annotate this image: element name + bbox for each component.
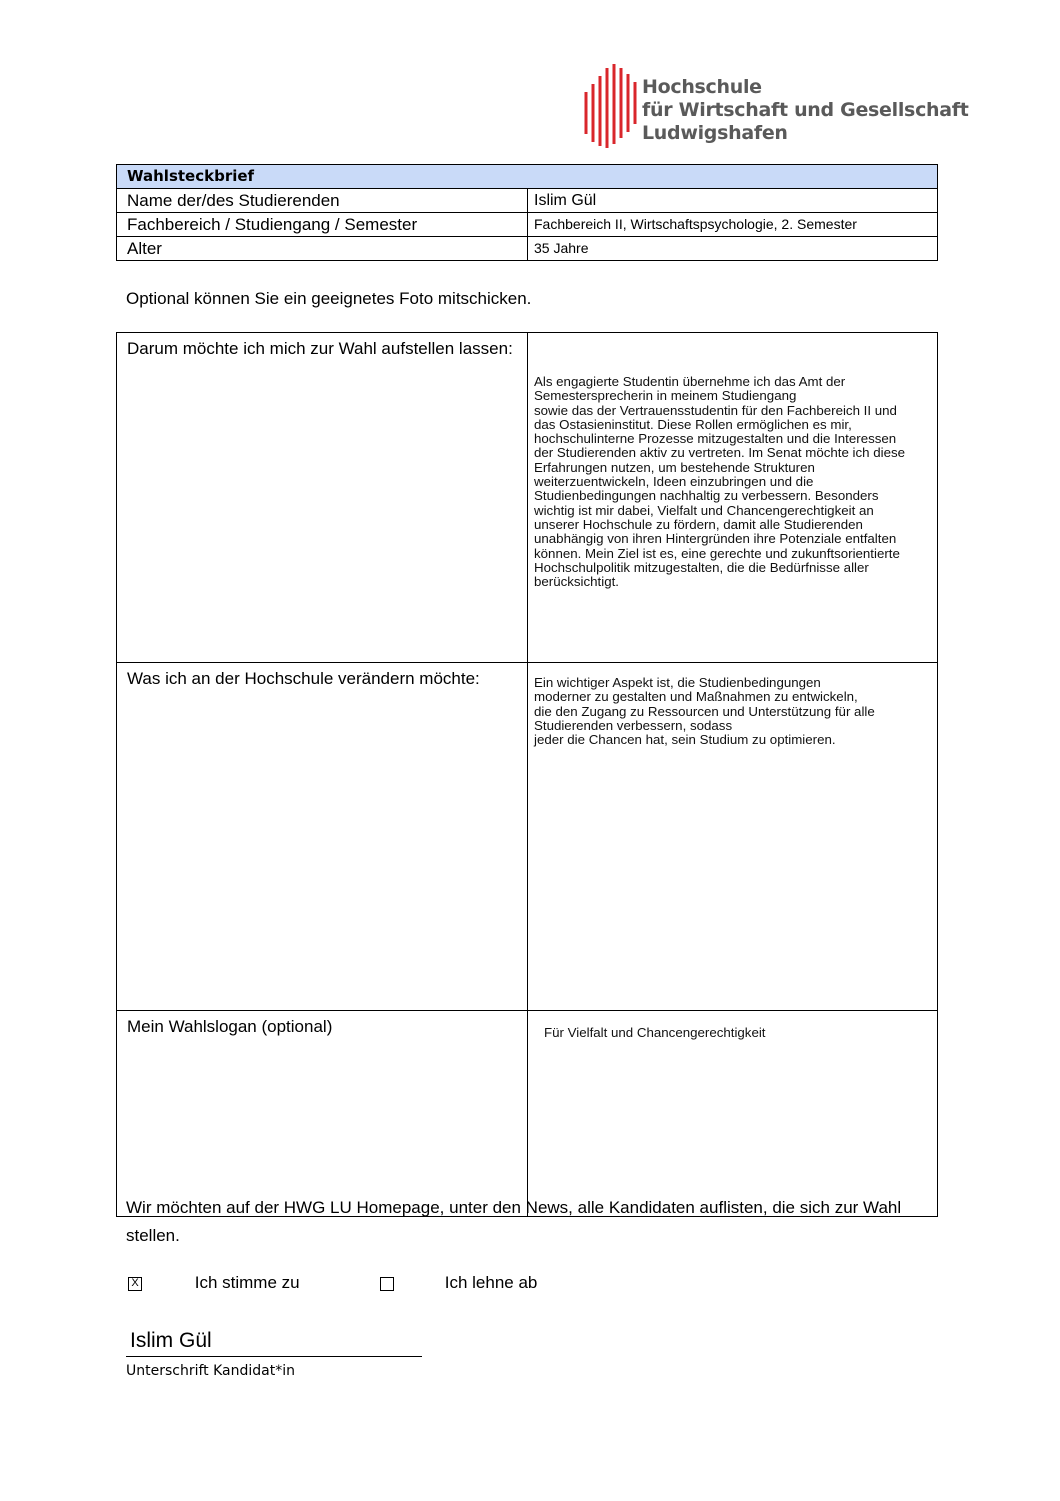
agree-label: Ich stimme zu [194,1273,300,1292]
signature-name[interactable]: Islim Gül [130,1329,212,1352]
question-row-motivation [117,333,938,663]
label-program: Fachbereich / Studiengang / Semester [117,213,528,237]
label-name: Name der/des Studierenden [117,189,528,213]
signature-label: Unterschrift Kandidat*in [126,1363,295,1379]
info-row-age [117,237,938,261]
question-label-changes: Was ich an der Hochschule verändern möchte: [117,663,528,1011]
logo-line-3: Ludwigshafen [642,122,788,144]
decline-label: Ich lehne ab [444,1273,538,1292]
info-header-row [117,165,938,189]
logo-text [642,76,969,145]
info-header: Wahlsteckbrief [117,165,938,189]
agree-checkbox[interactable]: X [128,1277,142,1291]
question-row-slogan [117,1011,938,1217]
info-row-name [117,189,938,213]
logo-line-2: für Wirtschaft und Gesellschaft [642,99,969,121]
label-age: Alter [117,237,528,261]
answer-slogan-text: Für Vielfalt und Chancengerechtigkeit [544,1025,766,1040]
value-name[interactable]: Islim Gül [528,189,938,213]
value-program[interactable]: Fachbereich II, Wirtschaftspsychologie, 2. Semester [528,213,938,237]
answer-slogan[interactable] [528,1011,938,1217]
decline-option[interactable] [380,1271,537,1295]
value-age[interactable]: 35 Jahre [528,237,938,261]
question-row-changes [117,663,938,1011]
consent-text: Wir möchten auf der HWG LU Homepage, unter den News, alle Kandidaten auflisten, die sich zur Wahl stellen. [126,1198,902,1245]
answer-changes-text: Ein wichtiger Aspekt ist, die Studienbedingungen moderner zu gestalten und Maßnahmen zu entwickeln, die den Zugang zu Ressourcen und Unterstützung für alle Studierenden verbessern, sodass jeder die Chancen hat, sein Studium zu optimieren. [534,675,875,748]
answer-motivation-text: Als engagierte Studentin übernehme ich das Amt der Semestersprecherin in meinem Studiengang sowie das der Vertrauensstudentin für den Fachbereich II und das Ostasieninstitut. Diese Rollen ermöglichen es mir, hochschulinterne Prozesse mitzugestalten und die Interessen der Studierenden aktiv zu vertreten. Im Senat möchte ich diese Erfahrungen nutzen, um bestehende Strukturen weiterzuentwickeln, Ideen einzubringen und die Studienbedingungen nachhaltig zu verbessern. Besonders wichtig ist mir dabei, Vielfalt und Chancengerechtigkeit an unserer Hochschule zu fördern, damit alle Studierenden unabhängig von ihren Hintergründen ihre Potenziale entfalten können. Mein Ziel ist es, eine gerechte und zukunftsorientierte Hochschulpolitik mitzugestalten, die die Bedürfnisse aller berücksichtigt. [534,374,906,590]
optional-photo-note: Optional können Sie ein geeignetes Foto mitschicken. [126,289,532,308]
logo-bars-graphic [582,62,638,150]
info-table [116,164,938,261]
logo-line-1: Hochschule [642,76,762,98]
answer-motivation[interactable] [528,333,938,663]
questions-table [116,332,938,1217]
info-row-program [117,213,938,237]
hwg-logo [578,62,969,154]
agree-option[interactable] [128,1271,300,1295]
question-label-slogan: Mein Wahlslogan (optional) [117,1011,528,1217]
decline-checkbox[interactable] [380,1277,394,1291]
question-label-motivation: Darum möchte ich mich zur Wahl aufstellen lassen: [117,333,528,663]
answer-changes[interactable] [528,663,938,1011]
signature-line [126,1356,422,1357]
